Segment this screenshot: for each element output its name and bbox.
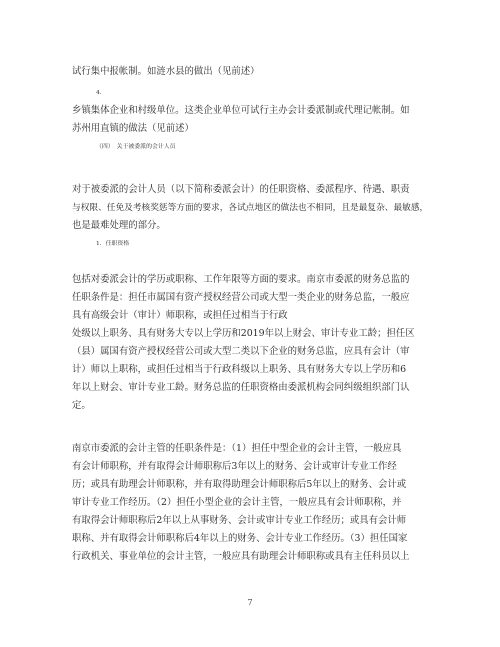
text-line: 有会计师职称，并有取得会计师职称后3年以上的财务、会计或审计专业工作经 <box>72 461 397 472</box>
text-line: （县）属国有资产授权经营公司或大型二类以下企业的财务总监，应具有会计（审 <box>72 346 410 357</box>
text-line: 行政机关、事业单位的会计主管，一般应具有助理会计师职称或具有主任科员以上 <box>72 551 410 562</box>
text-line: 乡镇集体企业和村级单位。这类企业单位可试行主办会计委派制或代理记帐制。如 <box>72 105 410 116</box>
text-line: 有取得会计师职称后2年以上从事财务、会计或审计专业工作经历；或具有会计师 <box>72 515 407 526</box>
list-number: 4. <box>96 90 102 96</box>
text-line: 试行集中报帐制。如涟水县的做出（见前述） <box>72 66 260 77</box>
text-line: 职称、并有取得会计师职称后4年以上的财务、会计专业工作经历。（3）担任国家 <box>72 533 408 544</box>
text-line: 审计专业工作经历。（2）担任小型企业的会计主管，一般应具有会计师职称，并 <box>72 497 402 508</box>
text-line: 对于被委派的会计人员（以下简称委派会计）的任职资格、委派程序、待遇、职责 <box>72 184 410 195</box>
text-line: 也是最难处理的部分。 <box>72 220 166 231</box>
text-line: 任职条件是：担任市属国有资产授权经营公司或大型一类企业的财务总监，一般应 <box>72 292 410 303</box>
text-line: 处级以上职务、具有财务大专以上学历和2019年以上财会、审计专业工龄；担任区 <box>72 328 415 339</box>
text-line: 南京市委派的会计主管的任职条件是：（1）担任中型企业的会计主管，一般应具 <box>72 443 402 454</box>
text-line: 包括对委派会计的学历或职称、工作年限等方面的要求。南京市委派的财务总监的 <box>72 274 410 285</box>
text-line: 历；或具有助理会计师职称，并有取得助理会计师职称后5年以上的财务、会计或 <box>72 479 407 490</box>
section-heading: （四） 关于被委派的会计人员 <box>96 144 176 150</box>
subsection-heading: 1．任职资格 <box>96 241 130 247</box>
text-line: 具有高级会计（审计）师职称，或担任过相当于行政 <box>72 310 288 321</box>
text-line: 定。 <box>72 400 91 411</box>
text-line: 苏州用直镇的做法（见前述） <box>72 123 194 134</box>
text-line: 与权限、任免及考核奖惩等方面的要求，各试点地区的做法也不相同，且是最复杂、最敏感， <box>72 203 429 213</box>
text-line: 计）师以上职称，或担任过相当于行政科级以上职务、具有财务大专以上学历和6 <box>72 364 407 375</box>
text-line: 年以上财会、审计专业工龄。财务总监的任职资格由委派机构会同纠级组织部门认 <box>72 382 410 393</box>
page-number: 7 <box>247 598 253 607</box>
